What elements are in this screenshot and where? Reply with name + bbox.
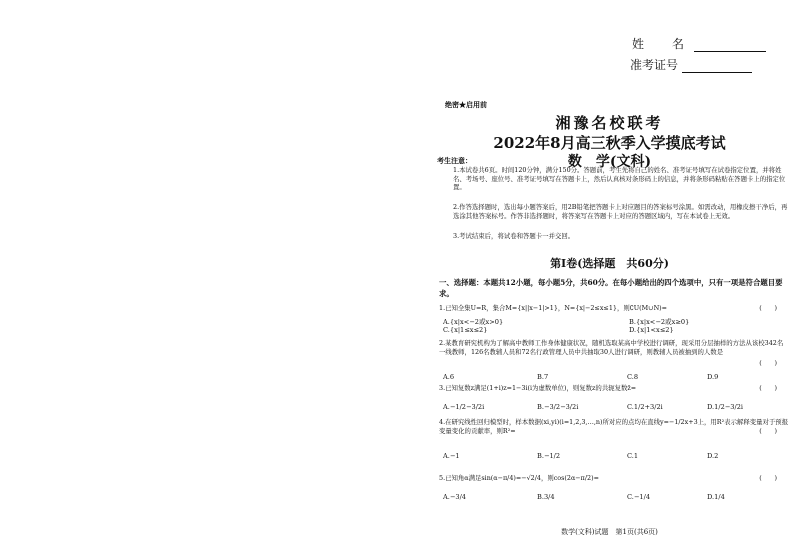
- question-stem: 2.某教育研究机构为了解高中教师工作身体健康状况，随机选取某高中学校进行调研，现采用分层抽样的方法从该校342名一线教师，126名教辅人员和72名行政管理人员中共抽取30人进行调研，则教辅人员被抽到的人数是: [439, 339, 784, 356]
- name-label: 姓 名: [632, 37, 693, 51]
- exam-id-field: [630, 56, 752, 73]
- exam-id-label: 准考证号: [630, 58, 679, 72]
- option-c: C.1/2+3/2i: [627, 403, 663, 411]
- option-d: D.9: [707, 373, 719, 381]
- question-2: [439, 339, 789, 367]
- option-a: A.−1: [443, 452, 460, 460]
- answer-paren: ( ): [759, 427, 777, 435]
- question-stem: 3.已知复数z满足(1+i)z=1−3i(i为虚数单位)，则复数z的共轭复数z̄=: [439, 384, 637, 392]
- exam-title: 2022年8月高三秋季入学摸底考试: [493, 134, 726, 152]
- question-stem: 1.已知全集U=R，集合M={x||x−1|>1}，N={x|−2≤x≤1}，则∁U(M∪N)=: [439, 304, 668, 312]
- answer-paren: ( ): [759, 304, 777, 312]
- option-c: C.1: [627, 452, 639, 460]
- option-b: B.−1/2: [537, 452, 561, 460]
- option-c: C.8: [627, 373, 639, 381]
- answer-paren: ( ): [759, 384, 777, 392]
- option-c: C.{x|1≤x≤2}: [443, 326, 488, 334]
- option-b: B.{x|x<−2或x≥0}: [629, 318, 690, 326]
- option-a: A.6: [443, 373, 455, 381]
- notice-item: 2.作答选择题时，选出每小题答案后，用2B铅笔把答题卡上对应题目的答案标号涂黑。如需改动，用橡皮擦干净后，再选涂其他答案标号。作答非选择题时，将答案写在答题卡上对应的答题区域内，写在本试卷上无效。: [453, 203, 788, 220]
- option-d: D.1/2−3/2i: [707, 403, 744, 411]
- option-d: D.1/4: [707, 493, 725, 501]
- exam-org-title: 湘豫名校联考: [555, 114, 664, 132]
- option-b: B.−3/2−3/2i: [537, 403, 579, 411]
- notice-title: 考生注意：: [437, 156, 472, 165]
- question-4: [439, 418, 789, 436]
- question-1: [439, 304, 789, 313]
- option-d: D.{x|1<x≤2}: [629, 326, 674, 334]
- secret-label: 绝密★启用前: [445, 100, 487, 109]
- question-3: [439, 384, 789, 393]
- subject-title: 数 学(文科): [567, 154, 652, 170]
- exam-sheet: [425, 0, 794, 560]
- option-d: D.2: [707, 452, 719, 460]
- notice-item: 3.考试结束后，将试卷和答题卡一并交回。: [453, 232, 575, 240]
- option-c: C.−1/4: [627, 493, 651, 501]
- name-field: [632, 35, 766, 52]
- option-a: A.−3/4: [443, 493, 466, 501]
- question-stem: 4.在研究线性回归模型时，样本数据(xi,yi)(i=1,2,3,…,n)所对应的点均在直线y=−1/2x+3上，用R²表示解释变量对于预报变量变化的贡献率，则R²=: [439, 418, 789, 435]
- option-b: B.7: [537, 373, 549, 381]
- answer-paren: ( ): [759, 359, 777, 367]
- option-b: B.3/4: [537, 493, 555, 501]
- option-a: A.{x|x<−2或x>0}: [443, 318, 504, 326]
- name-blank: [694, 39, 766, 52]
- question-stem: 5.已知角α满足sin(α−π/4)=−√2/4，则cos(2α−π/2)=: [439, 474, 599, 482]
- exam-id-blank: [682, 60, 752, 73]
- option-a: A.−1/2−3/2i: [443, 403, 485, 411]
- section-title: 一、选择题：本题共12小题，每小题5分，共60分。在每小题给出的四个选项中，只有一项是符合题目要求。: [439, 278, 783, 298]
- page-footer: 数学(文科)试题 第1页(共6页): [561, 528, 658, 536]
- question-5: [439, 474, 789, 483]
- part-title: 第Ⅰ卷(选择题 共60分): [550, 257, 669, 270]
- answer-paren: ( ): [759, 474, 777, 482]
- notice-item: 1.本试卷共6页。时间120分钟，满分150分。答题前，考生先将自己的姓名、准考证号填写在试卷指定位置，并将姓名、考场号、座位号、准考证号填写在答题卡上，然后认真核对条形码上的信息，并将条形码粘贴在答题卡上的指定位置。: [453, 166, 786, 192]
